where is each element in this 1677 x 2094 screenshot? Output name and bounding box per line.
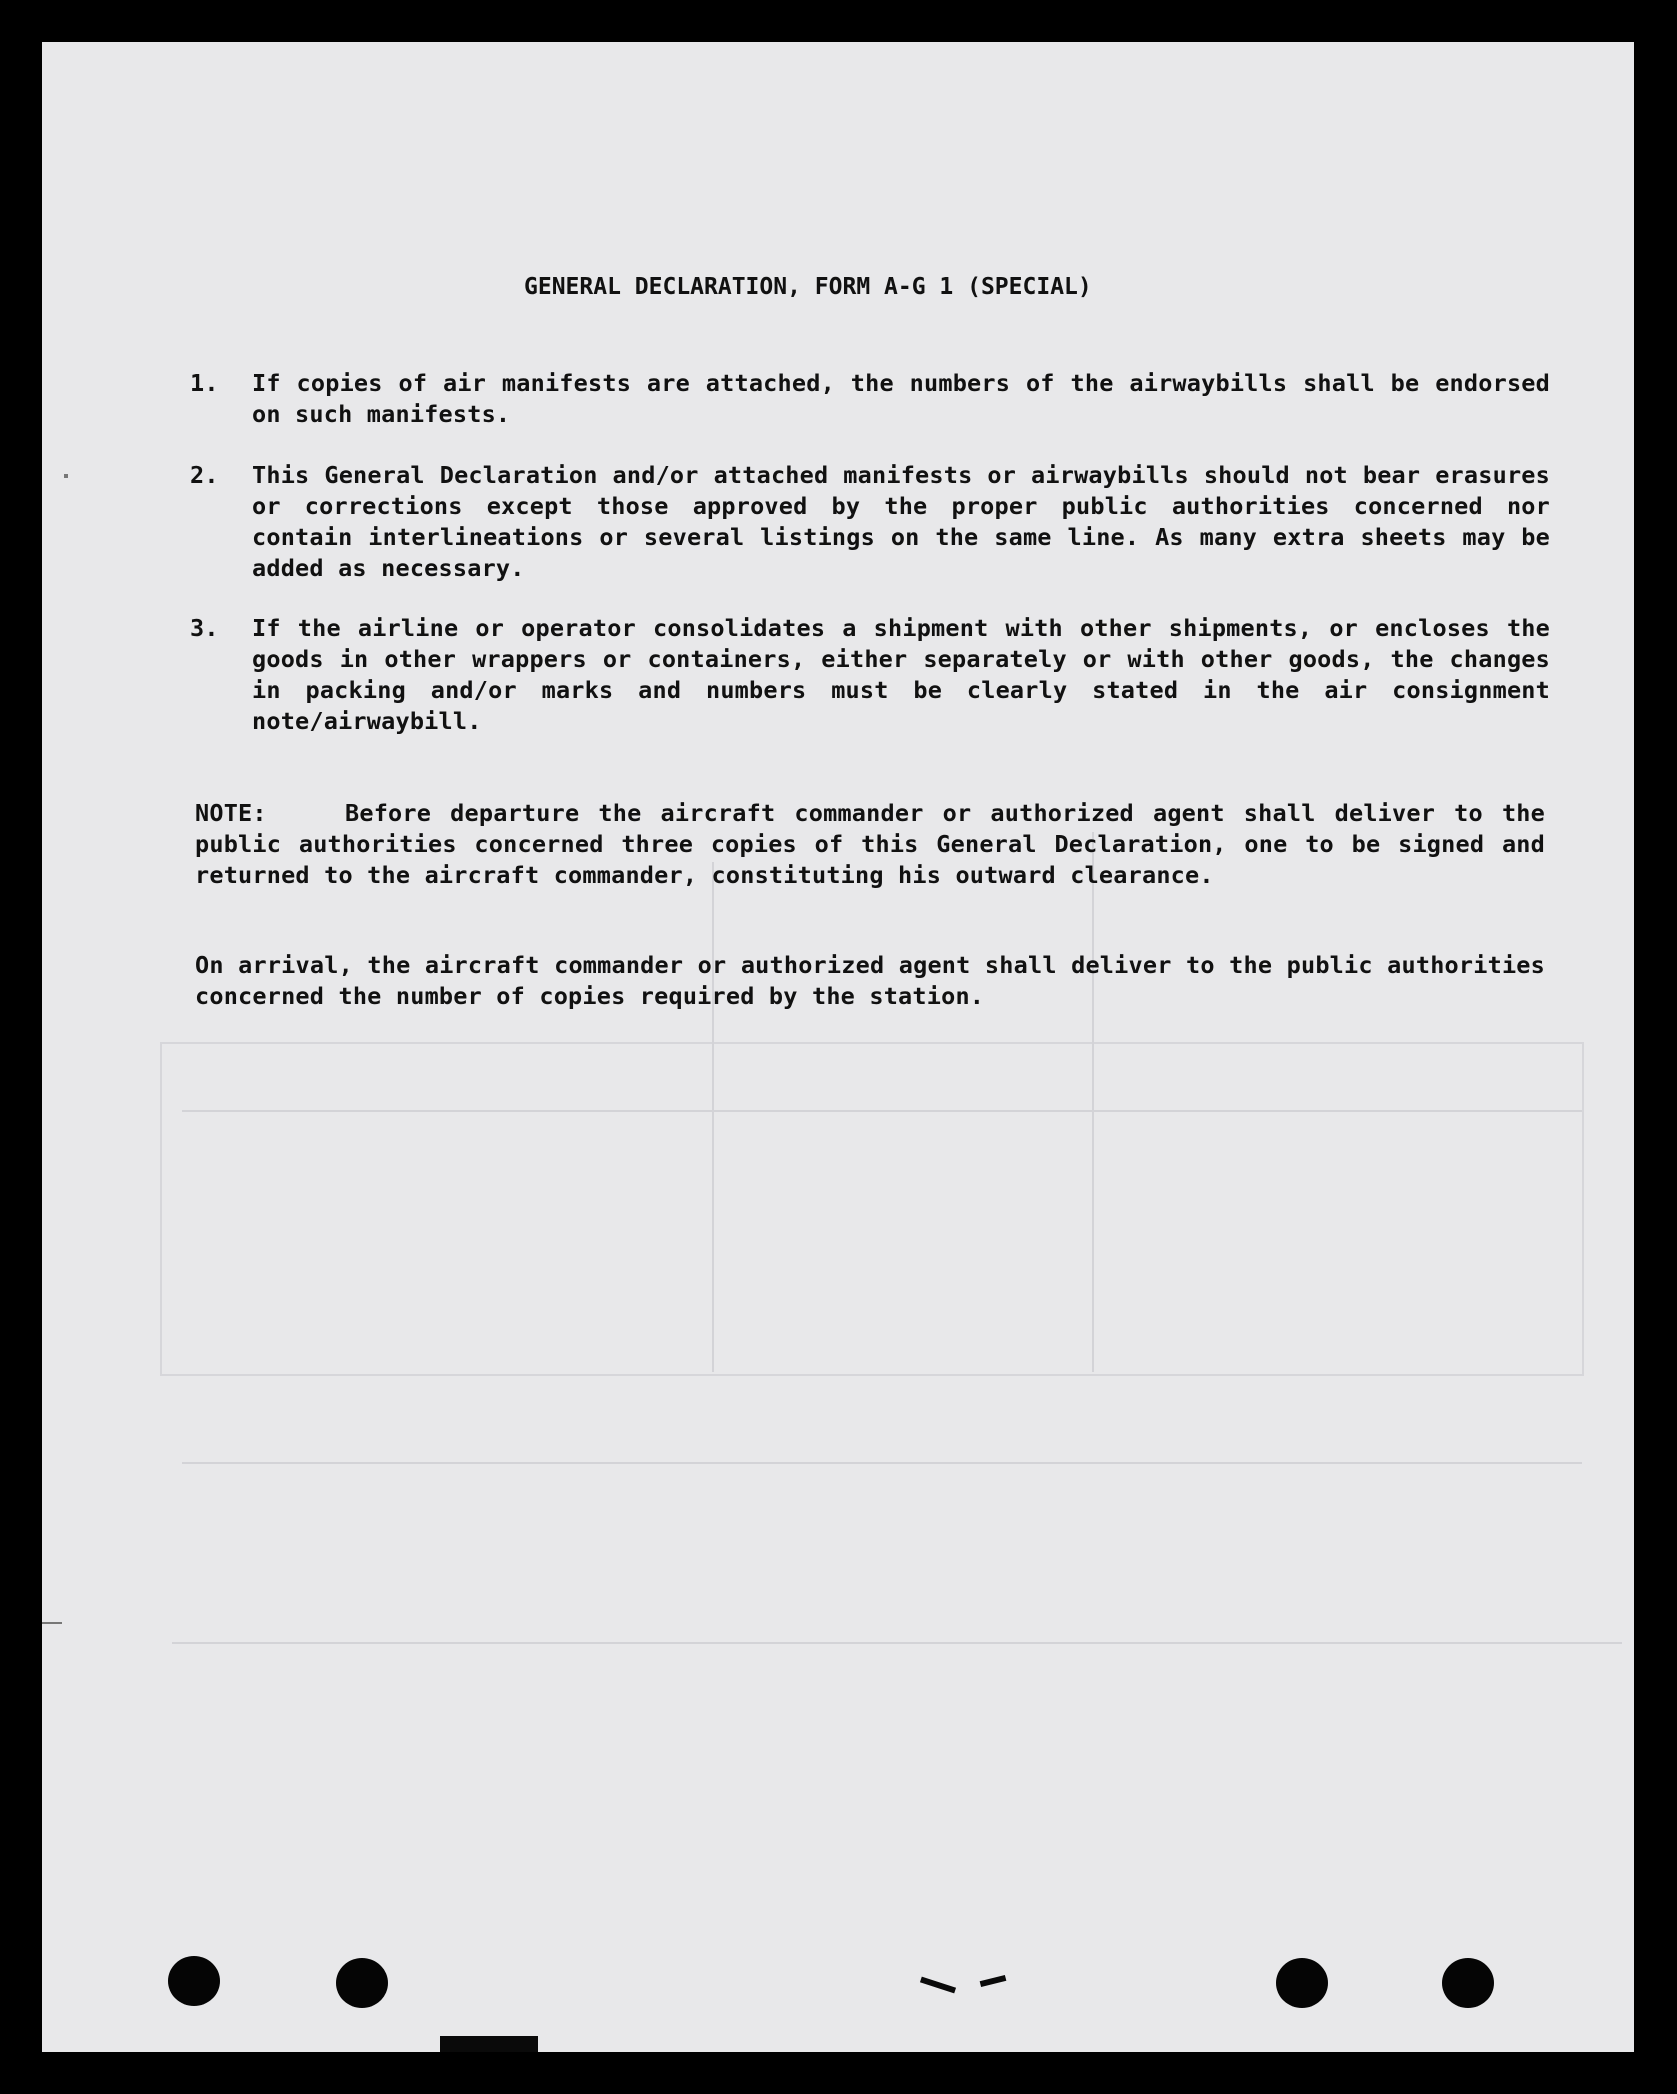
bleed-through-rule <box>182 1462 1582 1464</box>
instruction-item-2 <box>190 460 1550 584</box>
punch-hole <box>1442 1958 1494 2008</box>
note-text: Before departure the aircraft commander or authorized agent shall deliver to the public authorities concerned three copies of this General Declaration, one to be signed and returned to the aircraft commander, constituting his outward clearance. <box>195 799 1545 889</box>
document-page <box>42 42 1634 2052</box>
item-number: 2. <box>190 461 219 489</box>
punch-hole <box>168 1956 220 2006</box>
item-text: If the airline or operator consolidates a shipment with other shipments, or encloses the goods in other wrappers or containers, either separately or with other goods, the changes in packing and/or marks and numbers must be clearly stated in the air consignment note/airwaybill. <box>252 614 1550 735</box>
bleed-through-rule <box>712 862 714 1372</box>
bleed-through-rule <box>1092 832 1094 1372</box>
item-number: 1. <box>190 369 219 397</box>
edge-blot <box>440 2036 538 2052</box>
arrival-paragraph <box>195 950 1545 1012</box>
margin-mark <box>64 474 68 478</box>
smudge-mark <box>980 1975 1007 1987</box>
item-number: 3. <box>190 614 219 642</box>
punch-hole <box>1276 1958 1328 2008</box>
page-title: GENERAL DECLARATION, FORM A-G 1 (SPECIAL) <box>524 274 1092 300</box>
note-label: NOTE: <box>195 799 267 827</box>
instruction-item-3 <box>190 613 1550 737</box>
smudge-mark <box>920 1977 956 1994</box>
bleed-through-rule <box>172 1642 1622 1644</box>
item-text: If copies of air manifests are attached, the numbers of the airwaybills shall be endorsed on such manifests. <box>252 369 1550 428</box>
punch-hole <box>336 1958 388 2008</box>
item-text: This General Declaration and/or attached manifests or airwaybills should not bear erasures or corrections except those approved by the proper public authorities concerned nor contain interlineations or several listings on the same line. As many extra sheets may be added as necessary. <box>252 461 1550 582</box>
note-paragraph <box>195 798 1545 891</box>
margin-mark <box>42 1622 62 1624</box>
instruction-item-1 <box>190 368 1550 430</box>
arrival-text: On arrival, the aircraft commander or authorized agent shall deliver to the public authorities concerned the number of copies required by the station. <box>195 951 1545 1010</box>
bleed-through-box <box>160 1042 1584 1376</box>
